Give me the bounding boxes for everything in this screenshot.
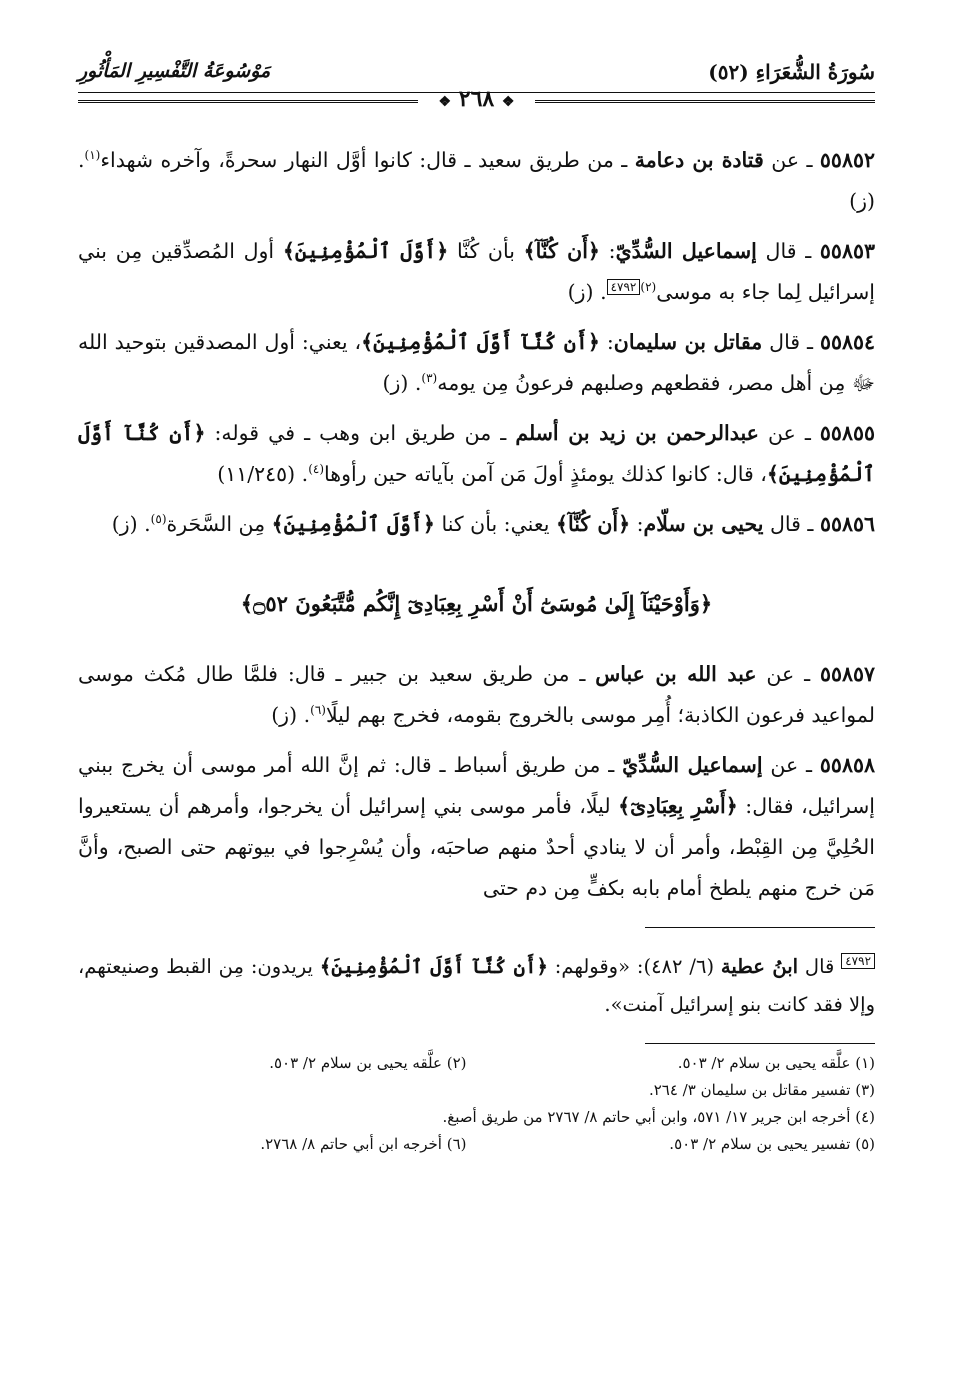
- narration-55855: ٥٥٨٥٥ ـ عن عبدالرحمن بن زيد بن أسلم ـ من طريق ابن وهب ـ في قوله: ﴿أَن كُنَّآ أَوَّلَ ٱلْمُؤْمِنِينَ﴾، قال: كانوا كذلك يومئذٍ أولَ مَن آمن بآياته حين رأوها$^{(٤)}$. (١١/٢٤٥): [78, 421, 875, 486]
- surah-title: سُورَةُ الشُّعَرَاءِ (٥٢): [708, 60, 875, 84]
- footnote-5: (٥) تفسير يحيى بن سلام ٢/ ٥٠٣.: [669, 1135, 875, 1153]
- page-header: [78, 60, 875, 120]
- cross-ref-box: ٤٧٩٢: [841, 953, 875, 969]
- narration-55857: ٥٥٨٥٧ ـ عن عبد الله بن عباس ـ من طريق سعيد بن جبير ـ قال: فلمَّا طال مُكث موسى لمواعيد فرعون الكاذبة؛ أُمِر موسى بالخروج بقومه، فخرج بهم ليلًا$^{(٦)}$. (ز): [78, 662, 875, 727]
- page-number: ❖ ٢٦٨ ❖: [438, 86, 515, 112]
- footnote-3: (٣) تفسير مقاتل بن سليمان ٣/ ٢٦٤.: [648, 1081, 875, 1099]
- main-text: [78, 140, 875, 1158]
- narration-55852: ٥٥٨٥٢ ـ عن قتادة بن دعامة ـ من طريق سعيد ـ قال: كانوا أوَّل النهار سحرةً، وآخره شهداء$^{(١)}$. (ز): [78, 148, 875, 213]
- commentary-note: ٤٧٩٢ قال ابنُ عطية (٦/ ٤٨٢): «وقولهم: ﴿أَن كُنَّآ أَوَّلَ ٱلْمُؤْمِنِينَ﴾ يريدون: مِن القبط وصنيعتهم، وإلا فقد كانت بنو إسرائيل آمنت».: [78, 954, 875, 1016]
- narration-55858: ٥٥٨٥٨ ـ عن إسماعيل السُّدِّيّ ـ من طريق أسباط ـ قال: ثم إنَّ الله أمر موسى أن يخرج ببني إسرائيل، فقال: ﴿أَسْرِ بِعِبَادِىٓ﴾ ليلًا، فأمر موسى بني إسرائيل أن يخرجوا، وأمرهم أن يستعيروا الحُلِيَّ مِن القِبْط، وأمر أن لا ينادي أحدٌ منهم صاحبَه، وأن يُسْرِجوا في بيوتهم حتى الصبح، وأنَّ مَن خرج منهم يلطخ أمام بابه بكفٍّ مِن دم حتى: [78, 753, 875, 900]
- footnote-divider: [645, 1043, 875, 1044]
- note-divider: [645, 927, 875, 928]
- ornament-icon: ❖: [438, 94, 452, 110]
- cross-ref-box: ٤٧٩٢: [607, 279, 641, 295]
- narration-55854: ٥٥٨٥٤ ـ قال مقاتل بن سليمان: ﴿أَن كُنَّآ أَوَّلَ ٱلْمُؤْمِنِينَ﴾، يعني: أول المصدقين بتوحيد الله ﷻ مِن أهل مصر، فقطعهم وصلبهم فرعونُ مِن يومه$^{(٣)}$. (ز): [78, 330, 875, 395]
- ornament-icon: ❖: [501, 94, 515, 110]
- footnote-4: (٤) أخرجه ابن جرير ١٧/ ٥٧١، وابن أبي حاتم ٨/ ٢٧٦٧ من طريق أصبغ.: [442, 1108, 875, 1126]
- narration-55856: ٥٥٨٥٦ ـ قال يحيى بن سلّام: ﴿أَن كُنَّآ﴾ يعني: بأن كنا ﴿أَوَّلَ ٱلْمُؤْمِنِينَ﴾ مِن السَّحَرة$^{(٥)}$. (ز): [111, 512, 875, 536]
- footnote-1: (١) علَّقه يحيى بن سلام ٢/ ٥٠٣.: [677, 1054, 875, 1072]
- footnote-6: (٦) أخرجه ابن أبي حاتم ٨/ ٢٧٦٨.: [260, 1135, 467, 1153]
- narration-55853: ٥٥٨٥٣ ـ قال إسماعيل السُّدِّيّ: ﴿أَن كُنَّآ﴾ بأن كُنَّا ﴿أَوَّلَ ٱلْمُؤْمِنِينَ﴾ أول المُصدِّقين مِن بني إسرائيل لِما جاء به موسى$^{(٢)}$٤٧٩٢. (ز): [78, 239, 875, 304]
- footnote-2: (٢) علَّقه يحيى بن سلام ٢/ ٥٠٣.: [269, 1054, 467, 1072]
- quran-verse: ﴿وَأَوْحَيْنَآ إِلَىٰ مُوسَىٰٓ أَنْ أَسْرِ بِعِبَادِىٓ إِنَّكُم مُّتَّبَعُونَ ۝٥٢﴾: [240, 591, 713, 616]
- footnotes: [78, 1050, 875, 1158]
- book-title: مَوْسُوعَةُ التَّفْسِيرِ المَأْثُورِ: [78, 60, 271, 82]
